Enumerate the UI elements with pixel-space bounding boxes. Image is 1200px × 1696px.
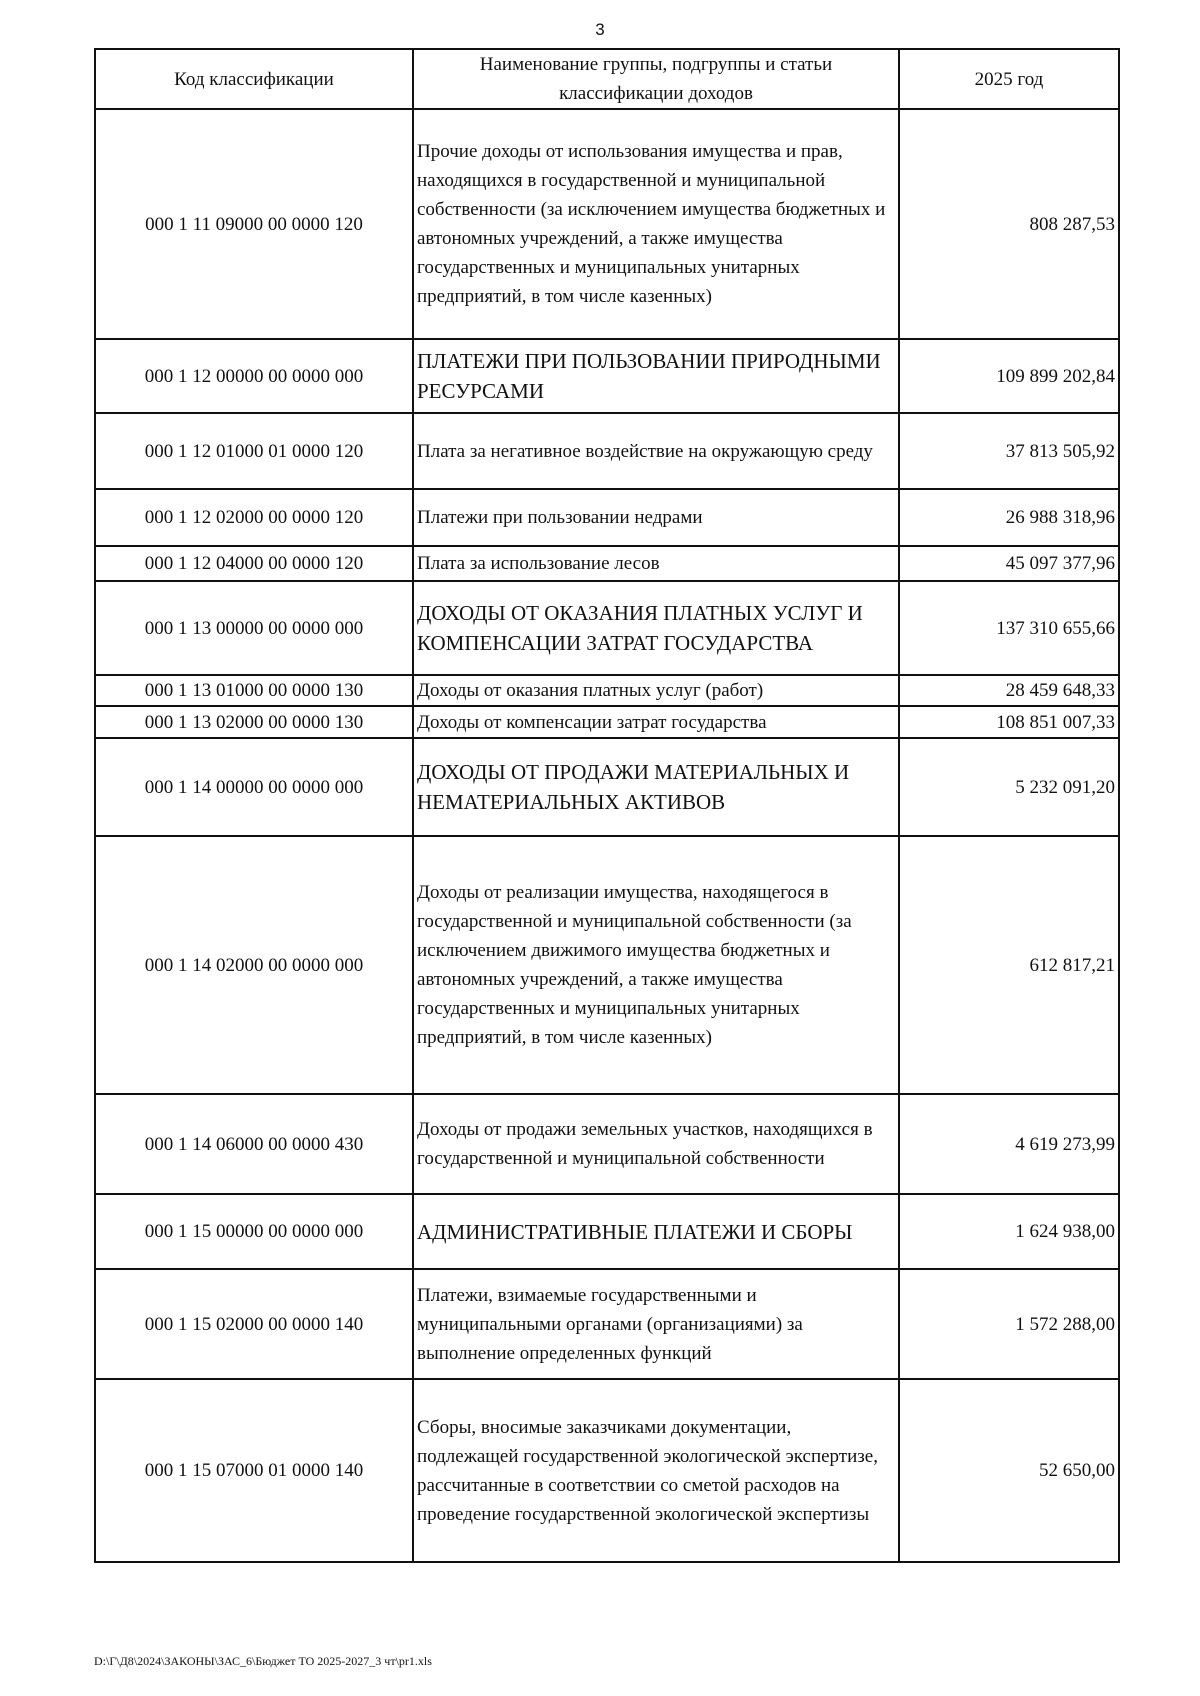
table-row — [95, 1094, 1119, 1194]
row-code: 000 1 12 00000 00 0000 000 — [95, 339, 413, 413]
table-row — [95, 413, 1119, 489]
row-code: 000 1 15 07000 01 0000 140 — [95, 1379, 413, 1562]
table-row — [95, 1269, 1119, 1379]
header-name: Наименование группы, подгруппы и статьи классификации доходов — [413, 49, 899, 109]
row-name: Платежи при пользовании недрами — [413, 489, 899, 546]
row-amount: 109 899 202,84 — [899, 339, 1119, 413]
row-code: 000 1 13 02000 00 0000 130 — [95, 706, 413, 738]
row-name: Прочие доходы от использования имущества и прав, находящихся в государственной и муниципальной собственности (за исключением имущества бюджетных и автономных учреждений, а также имущества государственных и муниципальных унитарных предприятий, в том числе казенных) — [413, 109, 899, 339]
row-name: ДОХОДЫ ОТ ПРОДАЖИ МАТЕРИАЛЬНЫХ И НЕМАТЕРИАЛЬНЫХ АКТИВОВ — [413, 738, 899, 836]
row-amount: 5 232 091,20 — [899, 738, 1119, 836]
table-row — [95, 738, 1119, 836]
row-name: Сборы, вносимые заказчиками документации, подлежащей государственной экологической экспертизе, рассчитанные в соответствии со сметой расходов на проведение государственной экологической экспертизы — [413, 1379, 899, 1562]
row-name: Плата за негативное воздействие на окружающую среду — [413, 413, 899, 489]
row-name: Доходы от реализации имущества, находящегося в государственной и муниципальной собственности (за исключением движимого имущества бюджетных и автономных учреждений, а также имущества государственных и муниципальных унитарных предприятий, в том числе казенных) — [413, 836, 899, 1094]
table-row — [95, 339, 1119, 413]
row-name: Доходы от оказания платных услуг (работ) — [413, 675, 899, 706]
row-amount: 1 572 288,00 — [899, 1269, 1119, 1379]
row-name: Платежи, взимаемые государственными и муниципальными органами (организациями) за выполнение определенных функций — [413, 1269, 899, 1379]
table-header-row — [95, 49, 1119, 109]
table-row — [95, 546, 1119, 581]
table-row — [95, 581, 1119, 675]
row-amount: 37 813 505,92 — [899, 413, 1119, 489]
row-amount: 1 624 938,00 — [899, 1194, 1119, 1269]
row-amount: 108 851 007,33 — [899, 706, 1119, 738]
header-code: Код классификации — [95, 49, 413, 109]
row-code: 000 1 15 00000 00 0000 000 — [95, 1194, 413, 1269]
row-amount: 52 650,00 — [899, 1379, 1119, 1562]
row-amount: 137 310 655,66 — [899, 581, 1119, 675]
table-row — [95, 1379, 1119, 1562]
row-code: 000 1 11 09000 00 0000 120 — [95, 109, 413, 339]
table-row — [95, 109, 1119, 339]
row-code: 000 1 12 02000 00 0000 120 — [95, 489, 413, 546]
row-code: 000 1 12 01000 01 0000 120 — [95, 413, 413, 489]
row-name: ДОХОДЫ ОТ ОКАЗАНИЯ ПЛАТНЫХ УСЛУГ И КОМПЕНСАЦИИ ЗАТРАТ ГОСУДАРСТВА — [413, 581, 899, 675]
row-code: 000 1 15 02000 00 0000 140 — [95, 1269, 413, 1379]
row-name: ПЛАТЕЖИ ПРИ ПОЛЬЗОВАНИИ ПРИРОДНЫМИ РЕСУРСАМИ — [413, 339, 899, 413]
row-name: Доходы от продажи земельных участков, находящихся в государственной и муниципальной собственности — [413, 1094, 899, 1194]
header-amount: 2025 год — [899, 49, 1119, 109]
row-amount: 26 988 318,96 — [899, 489, 1119, 546]
row-amount: 28 459 648,33 — [899, 675, 1119, 706]
table-row — [95, 706, 1119, 738]
table-row — [95, 675, 1119, 706]
row-amount: 45 097 377,96 — [899, 546, 1119, 581]
row-code: 000 1 14 00000 00 0000 000 — [95, 738, 413, 836]
row-amount: 808 287,53 — [899, 109, 1119, 339]
footer-file-path: D:\Г\Д8\2024\ЗАКОНЫ\ЗАС_6\Бюджет ТО 2025-2027_3 чт\pr1.xls — [94, 1654, 432, 1668]
revenue-classification-table — [94, 48, 1120, 1563]
table-row — [95, 836, 1119, 1094]
row-code: 000 1 13 01000 00 0000 130 — [95, 675, 413, 706]
table-row — [95, 1194, 1119, 1269]
row-name: АДМИНИСТРАТИВНЫЕ ПЛАТЕЖИ И СБОРЫ — [413, 1194, 899, 1269]
row-code: 000 1 14 06000 00 0000 430 — [95, 1094, 413, 1194]
row-name: Доходы от компенсации затрат государства — [413, 706, 899, 738]
row-code: 000 1 13 00000 00 0000 000 — [95, 581, 413, 675]
row-code: 000 1 14 02000 00 0000 000 — [95, 836, 413, 1094]
page-number: 3 — [595, 20, 605, 39]
row-name: Плата за использование лесов — [413, 546, 899, 581]
row-amount: 612 817,21 — [899, 836, 1119, 1094]
row-amount: 4 619 273,99 — [899, 1094, 1119, 1194]
table-row — [95, 489, 1119, 546]
row-code: 000 1 12 04000 00 0000 120 — [95, 546, 413, 581]
